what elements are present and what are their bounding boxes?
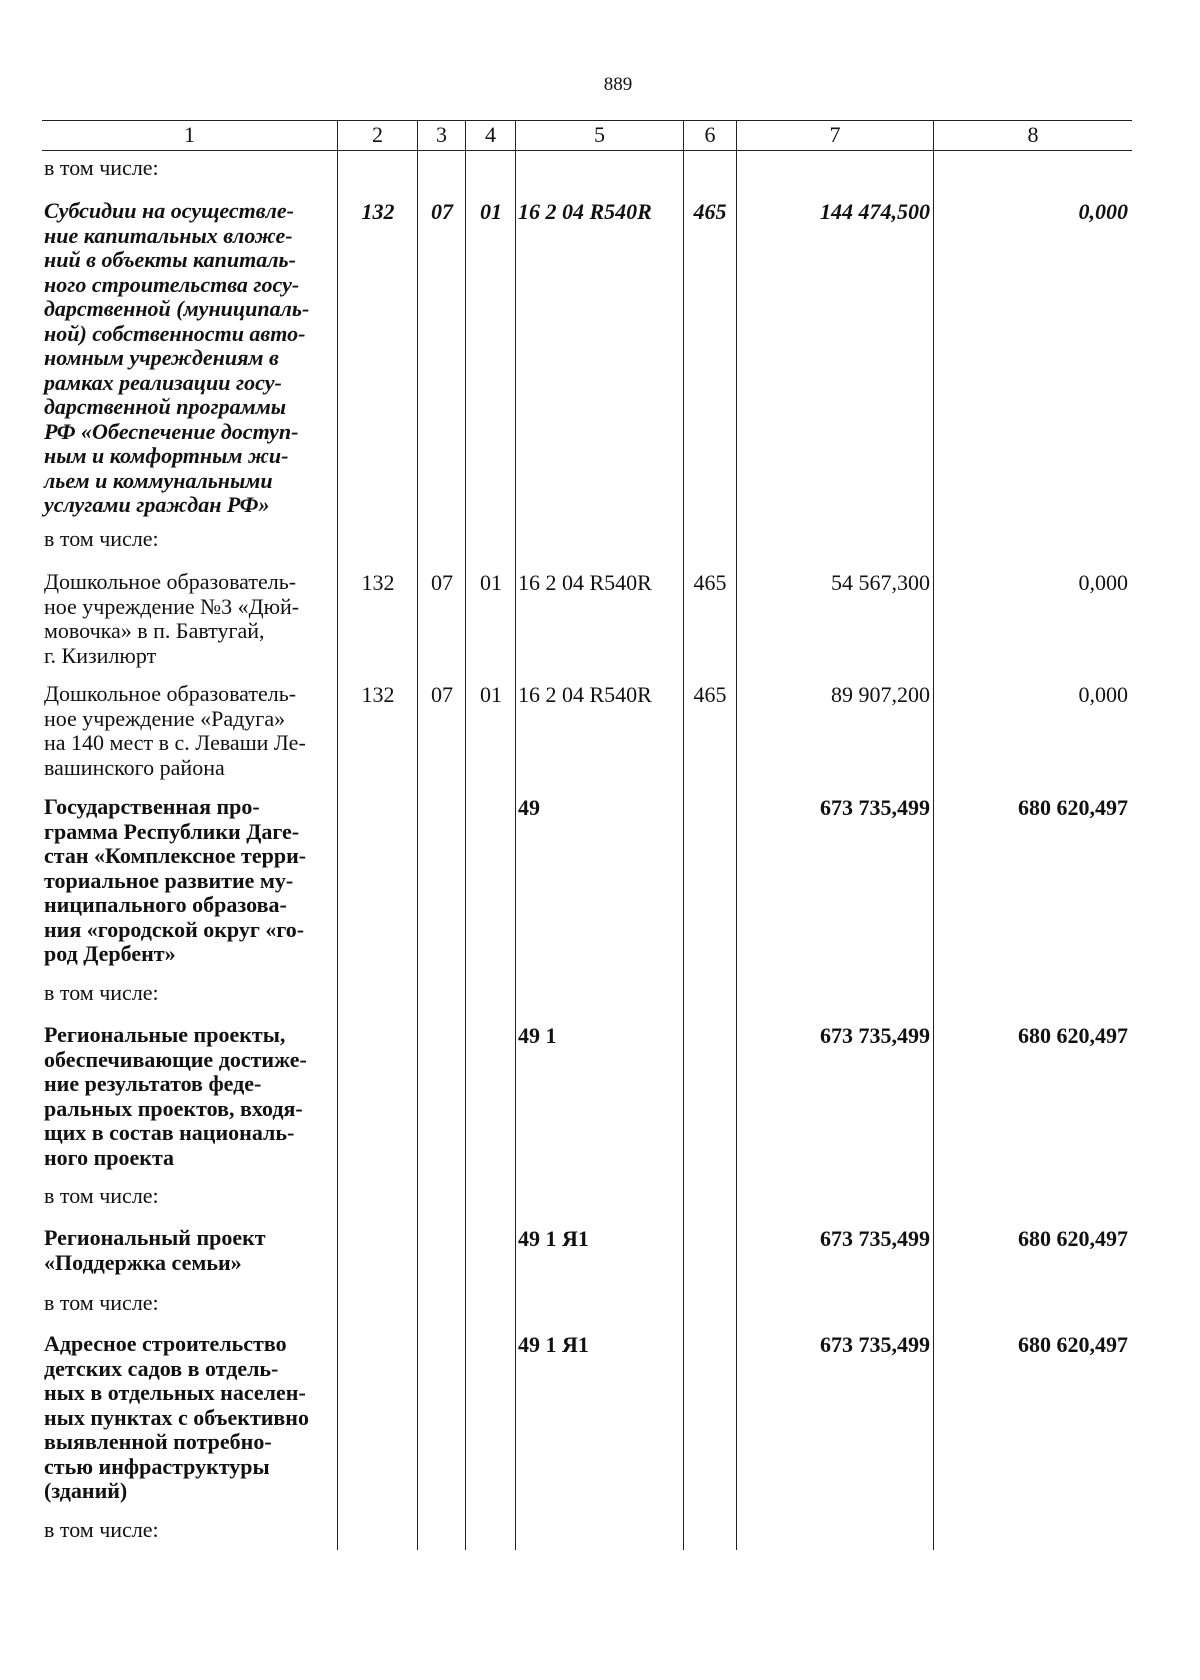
cell-col6: 465 — [693, 570, 727, 595]
column-divider — [337, 120, 338, 1550]
cell-col7: 54 567,300 — [831, 570, 930, 595]
row-label: Субсидии на осуществле- ние капитальных вложе- ний в объекты капиталь- ного строительства госу- дарственной (муниципаль- ной) собственности авто- номным учреждениям в рамках реализации госу- дарственной программы РФ «Обеспечение доступ- ным и комфортным жи- льем и коммунальными услугами граждан РФ» — [44, 198, 310, 517]
column-header-1: 1 — [184, 122, 195, 147]
column-divider — [933, 120, 934, 1550]
row-label: в том числе: — [44, 155, 159, 180]
column-divider — [465, 120, 466, 1550]
cell-col2: 132 — [361, 682, 395, 707]
row-label: в том числе: — [44, 1290, 159, 1315]
cell-col2: 132 — [361, 570, 395, 595]
cell-col3: 07 — [431, 570, 453, 595]
header-bottom-rule — [42, 150, 1132, 151]
cell-col4: 01 — [480, 199, 502, 224]
row-label: в том числе: — [44, 980, 159, 1005]
row-label: в том числе: — [44, 1183, 159, 1208]
cell-col8: 0,000 — [1078, 682, 1128, 707]
cell-col8: 680 620,497 — [1018, 795, 1128, 820]
column-header-3: 3 — [436, 122, 447, 147]
cell-col7: 673 735,499 — [820, 795, 930, 820]
cell-col8: 680 620,497 — [1018, 1023, 1128, 1048]
cell-col5: 49 1 — [518, 1023, 557, 1048]
cell-col7: 89 907,200 — [831, 682, 930, 707]
cell-col5: 16 2 04 R540R — [518, 199, 652, 224]
cell-col8: 680 620,497 — [1018, 1226, 1128, 1251]
cell-col6: 465 — [693, 682, 727, 707]
row-label: Дошкольное образователь- ное учреждение №3 «Дюй- мовочка» в п. Бавтугай, г. Кизилюрт — [44, 569, 300, 668]
cell-col4: 01 — [480, 570, 502, 595]
cell-col6: 465 — [693, 199, 727, 224]
cell-col3: 07 — [431, 199, 453, 224]
row-label: в том числе: — [44, 526, 159, 551]
row-label: в том числе: — [44, 1517, 159, 1542]
row-label: Дошкольное образователь- ное учреждение «Радуга» на 140 мест в с. Леваши Ле- вашинского района — [44, 681, 306, 780]
row-label: Региональные проекты, обеспечивающие достиже- ние результатов феде- ральных проектов, входя- щих в состав националь- ного проекта — [44, 1022, 307, 1170]
row-label: Адресное строительство детских садов в отдель- ных в отдельных населен- ных пунктах с объективно выявленной потребно- стью инфраструктуры (зданий) — [44, 1331, 309, 1503]
cell-col8: 0,000 — [1078, 570, 1128, 595]
cell-col2: 132 — [361, 199, 395, 224]
cell-col5: 16 2 04 R540R — [518, 570, 652, 595]
row-label: Государственная про- грамма Республики Даге- стан «Комплексное терри- ториальное развитие му- ниципального образова- ния «городской округ «го- род Дербент» — [44, 794, 307, 966]
cell-col7: 144 474,500 — [820, 199, 930, 224]
column-header-4: 4 — [485, 122, 496, 147]
cell-col8: 0,000 — [1078, 199, 1128, 224]
column-header-5: 5 — [594, 122, 605, 147]
cell-col7: 673 735,499 — [820, 1332, 930, 1357]
cell-col8: 680 620,497 — [1018, 1332, 1128, 1357]
cell-col5: 49 — [518, 795, 540, 820]
cell-col7: 673 735,499 — [820, 1023, 930, 1048]
cell-col3: 07 — [431, 682, 453, 707]
column-header-8: 8 — [1027, 122, 1039, 147]
column-divider — [417, 120, 418, 1550]
cell-col5: 16 2 04 R540R — [518, 682, 652, 707]
cell-col5: 49 1 Я1 — [518, 1332, 589, 1357]
cell-col4: 01 — [480, 682, 502, 707]
column-header-7: 7 — [829, 122, 841, 147]
column-header-6: 6 — [704, 122, 716, 147]
page-number: 889 — [603, 74, 633, 95]
column-divider — [515, 120, 516, 1550]
cell-col7: 673 735,499 — [820, 1226, 930, 1251]
row-label: Региональный проект «Поддержка семьи» — [44, 1225, 266, 1275]
cell-col5: 49 1 Я1 — [518, 1226, 589, 1251]
column-header-2: 2 — [372, 122, 383, 147]
